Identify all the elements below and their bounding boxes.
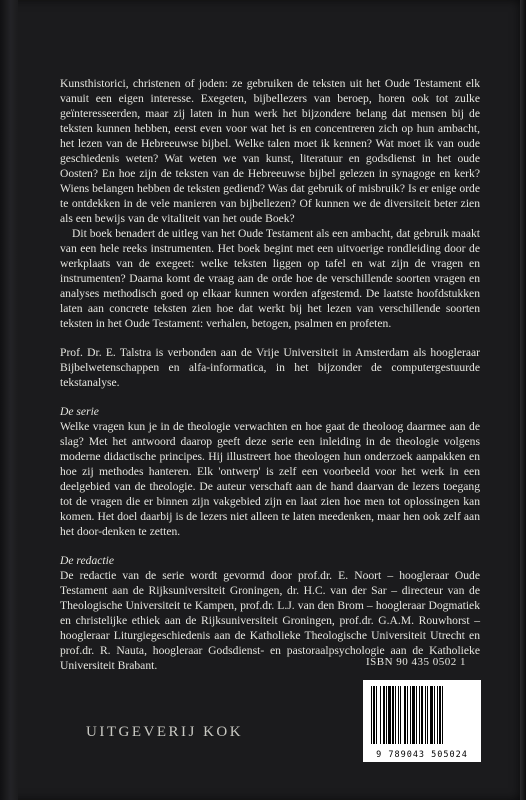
barcode-bar — [442, 686, 443, 744]
barcode-bar — [430, 686, 433, 744]
barcode-bar — [388, 686, 391, 744]
barcode-bar — [410, 686, 411, 744]
barcode-bar — [425, 686, 426, 744]
barcode-bar — [427, 686, 428, 744]
editorial-text: De redactie van de serie wordt gevormd door prof.dr. E. Noort – hoogleraar Oude Testament aan de Rijksuniversiteit Groningen, dr. H.C. van der Sar – directeur van de Theologische Universiteit te Kampen, prof.dr. L.J. van den Brom – hoogleraar Dogmatiek en christelijke ethiek aan de Rijksuniversiteit Groningen, prof.dr. G.A.M. Rouwhorst – hoogleraar Liturgiegeschiedenis aan de Katholieke Theologische Universiteit Utrecht en prof.dr. R. Nauta, hoogleraar Godsdienst- en pastoraalpsychologie aan de Katholieke Universiteit Brabant. — [60, 569, 480, 672]
barcode-bar — [421, 686, 423, 744]
barcode-number: 9 789043 505024 — [376, 750, 468, 760]
barcode-bars — [369, 686, 475, 746]
barcode-bar — [404, 686, 406, 744]
barcode-bar — [407, 686, 408, 744]
series-heading: De serie — [60, 405, 99, 418]
barcode-bar — [371, 686, 372, 744]
isbn-label: ISBN 90 435 0502 1 — [366, 656, 467, 668]
spine-shadow — [0, 0, 18, 800]
barcode-bar — [416, 686, 417, 744]
series-text: Welke vragen kun je in de theologie verwachten en hoe gaat de theoloog daarmee aan de slag? Met het antwoord daarop geeft deze serie een inleiding in de theologie volgens moderne didactische principes. Hij illustreert hoe theologen hun onderzoek aanpakken en hoe zij methodes hanteren. Elk 'ontwerp' is zelf een voorbeeld voor het werk in een deelgebied van de theologie. De auteur verschaft aan de hand daarvan de lezers toegang tot de vragen die er binnen zijn vakgebied zijn en laat zien hoe men tot oplossingen kan komen. Het doel daarbij is de lezers niet alleen te laten meedenken, maar hen ook zelf aan het door-denken te zetten. — [60, 420, 480, 538]
barcode-bar — [395, 686, 396, 744]
barcode-bar — [383, 686, 385, 744]
barcode-bar — [398, 686, 399, 744]
cover-edge — [520, 0, 526, 800]
blurb-text — [60, 76, 480, 673]
barcode-bar — [386, 686, 387, 744]
barcode-bar — [412, 686, 415, 744]
barcode-bar — [392, 686, 394, 744]
barcode-bar — [373, 686, 375, 744]
barcode-bar — [434, 686, 435, 744]
blurb-paragraph-book: Dit boek benadert de uitleg van het Oude Testament als een ambacht, dat gebruik maakt van een hele reeks instrumenten. Het boek begint met een uitvoerige rondleiding door de werkplaats van de exegeet: welke teksten liggen op tafel en wat zijn de vragen en instrumenten? Daarna komt de vraag aan de orde hoe de verschillende soorten vragen en analyses methodisch goed op elkaar kunnen worden afgestemd. De laatste hoofdstukken laten aan concrete teksten zien hoe dat werkt bij het lezen van verschillende soorten teksten in het Oude Testament: verhalen, betogen, psalmen en profeten. — [60, 227, 480, 330]
editorial-heading: De redactie — [60, 554, 114, 567]
barcode-bar — [419, 686, 420, 744]
author-bio: Prof. Dr. E. Talstra is verbonden aan de Vrije Universiteit in Amsterdam als hoogleraar Bijbelwetenschappen en alfa-informatica, in het bijzonder de computergestuurde tekstanalyse. — [60, 346, 480, 389]
barcode-bar — [439, 686, 441, 744]
barcode-bar — [380, 686, 381, 744]
publisher-name: UITGEVERIJ KOK — [86, 724, 244, 740]
barcode-bar — [376, 686, 377, 744]
barcode-bar — [400, 686, 401, 744]
barcode-bar — [437, 686, 438, 744]
blurb-paragraph-intro: Kunsthistorici, christenen of joden: ze gebruiken de teksten uit het Oude Testament elk vanuit een eigen interesse. Exegeten, bijbellezers van beroep, horen ook tot zulke geïnteresseerden, maar zij laten in hun werk het bijzondere belang dat mensen bij de teksten kunnen hebben, eerst even voor wat het is en concentreren zich op hun ambacht, het lezen van de Hebreeuwse bijbel. Welke talen moet ik kennen? Wat moet ik van oude geschiedenis weten? Wat weten we van kunst, literatuur en godsdienst in het oude Oosten? En hoe zijn de teksten van de Hebreeuwse bijbel gelezen in synagoge en kerk? Wiens belangen hebben de teksten gediend? Was dat gebruik of misbruik? Is er enige orde te ontdekken in de vele manieren van bijbellezen? Of kunnen we de diversiteit beter zien als een bewijs van de vitaliteit van het oude Boek? — [60, 77, 480, 225]
barcode — [363, 680, 481, 762]
